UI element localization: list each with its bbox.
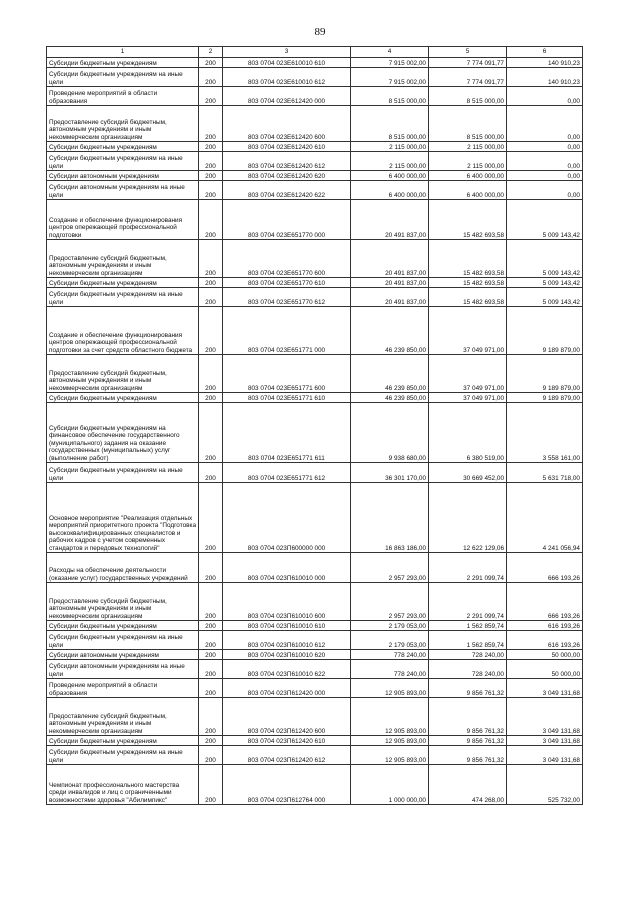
- row-remaining-amount-cell: 0,00: [507, 181, 583, 200]
- table-row: [47, 288, 583, 307]
- row-remaining-amount-cell: 616 193,26: [507, 631, 583, 650]
- row-remaining-amount-cell: 5 009 143,42: [507, 288, 583, 307]
- row-name-cell: Субсидии автономным учреждениям: [47, 650, 199, 660]
- table-row: [47, 240, 583, 278]
- row-executed-amount-cell: 2 291 099,74: [429, 553, 507, 583]
- row-approved-amount-cell: 2 179 053,00: [351, 631, 429, 650]
- table-row: [47, 200, 583, 240]
- row-executed-amount-cell: 15 482 693,58: [429, 240, 507, 278]
- table-row: [47, 393, 583, 403]
- row-remaining-amount-cell: 3 049 131,68: [507, 679, 583, 698]
- row-executed-amount-cell: 12 622 129,06: [429, 483, 507, 553]
- row-name-cell: Субсидии бюджетным учреждениям на иные цели: [47, 288, 199, 307]
- table-row: [47, 171, 583, 181]
- row-budget-code-cell: 803 0704 023E651771 000: [223, 307, 351, 355]
- row-admin-code-cell: 200: [199, 152, 223, 171]
- table-header-row: [47, 47, 583, 58]
- table-row: [47, 58, 583, 68]
- row-budget-code-cell: 803 0704 023E612420 600: [223, 106, 351, 142]
- table-row: [47, 403, 583, 463]
- row-budget-code-cell: 803 0704 023E651770 610: [223, 278, 351, 288]
- row-name-cell: Субсидии бюджетным учреждениям: [47, 142, 199, 152]
- column-header-4: 4: [351, 47, 429, 58]
- row-budget-code-cell: 803 0704 023П610010 612: [223, 631, 351, 650]
- row-budget-code-cell: 803 0704 023E651771 600: [223, 355, 351, 393]
- row-admin-code-cell: 200: [199, 765, 223, 805]
- row-approved-amount-cell: 6 400 000,00: [351, 181, 429, 200]
- row-admin-code-cell: 200: [199, 621, 223, 631]
- row-admin-code-cell: 200: [199, 660, 223, 679]
- row-admin-code-cell: 200: [199, 68, 223, 87]
- row-admin-code-cell: 200: [199, 746, 223, 765]
- row-executed-amount-cell: 6 400 000,00: [429, 181, 507, 200]
- row-approved-amount-cell: 9 938 680,00: [351, 403, 429, 463]
- row-executed-amount-cell: 9 856 761,32: [429, 736, 507, 746]
- row-budget-code-cell: 803 0704 023E651770 600: [223, 240, 351, 278]
- row-name-cell: Субсидии бюджетным учреждениям: [47, 621, 199, 631]
- row-budget-code-cell: 803 0704 023П612420 612: [223, 746, 351, 765]
- row-remaining-amount-cell: 616 193,26: [507, 621, 583, 631]
- row-approved-amount-cell: 12 905 893,00: [351, 746, 429, 765]
- row-admin-code-cell: 200: [199, 278, 223, 288]
- table-row: [47, 68, 583, 87]
- row-executed-amount-cell: 6 380 519,00: [429, 403, 507, 463]
- row-remaining-amount-cell: 3 049 131,68: [507, 698, 583, 736]
- row-name-cell: Субсидии автономным учреждениям: [47, 171, 199, 181]
- row-remaining-amount-cell: 3 049 131,68: [507, 746, 583, 765]
- row-approved-amount-cell: 778 240,00: [351, 650, 429, 660]
- row-approved-amount-cell: 2 179 053,00: [351, 621, 429, 631]
- row-executed-amount-cell: 9 856 761,32: [429, 698, 507, 736]
- column-header-1: 1: [47, 47, 199, 58]
- table-row: [47, 679, 583, 698]
- table-row: [47, 553, 583, 583]
- row-executed-amount-cell: 474 268,00: [429, 765, 507, 805]
- row-name-cell: Субсидии бюджетным учреждениям на иные цели: [47, 631, 199, 650]
- row-executed-amount-cell: 30 669 452,00: [429, 463, 507, 483]
- row-budget-code-cell: 803 0704 023П612420 000: [223, 679, 351, 698]
- row-remaining-amount-cell: 0,00: [507, 152, 583, 171]
- table-row: [47, 631, 583, 650]
- row-remaining-amount-cell: 5 009 143,42: [507, 278, 583, 288]
- row-executed-amount-cell: 2 115 000,00: [429, 142, 507, 152]
- row-budget-code-cell: 803 0704 023E651771 610: [223, 393, 351, 403]
- row-name-cell: Создание и обеспечение функционирования центров опережающей профессиональной подготовки: [47, 200, 199, 240]
- row-name-cell: Предоставление субсидий бюджетным, автономным учреждениям и иным некоммерческим организациям: [47, 106, 199, 142]
- row-approved-amount-cell: 46 239 850,00: [351, 355, 429, 393]
- row-executed-amount-cell: 15 482 693,58: [429, 200, 507, 240]
- row-remaining-amount-cell: 666 193,26: [507, 583, 583, 621]
- table-row: [47, 355, 583, 393]
- row-executed-amount-cell: 2 291 099,74: [429, 583, 507, 621]
- row-budget-code-cell: 803 0704 023П610010 622: [223, 660, 351, 679]
- row-name-cell: Субсидии бюджетным учреждениям на иные цели: [47, 463, 199, 483]
- row-admin-code-cell: 200: [199, 631, 223, 650]
- row-executed-amount-cell: 15 482 693,58: [429, 278, 507, 288]
- row-remaining-amount-cell: 5 009 143,42: [507, 200, 583, 240]
- row-approved-amount-cell: 2 957 293,00: [351, 553, 429, 583]
- row-admin-code-cell: 200: [199, 87, 223, 106]
- row-approved-amount-cell: 8 515 000,00: [351, 87, 429, 106]
- row-approved-amount-cell: 20 491 837,00: [351, 278, 429, 288]
- table-row: [47, 583, 583, 621]
- row-remaining-amount-cell: 4 241 056,94: [507, 483, 583, 553]
- row-admin-code-cell: 200: [199, 679, 223, 698]
- table-row: [47, 181, 583, 200]
- column-header-5: 5: [429, 47, 507, 58]
- row-name-cell: Проведение мероприятий в области образования: [47, 87, 199, 106]
- row-budget-code-cell: 803 0704 023E612420 612: [223, 152, 351, 171]
- row-executed-amount-cell: 15 482 693,58: [429, 288, 507, 307]
- row-budget-code-cell: 803 0704 023E651771 611: [223, 403, 351, 463]
- row-executed-amount-cell: 6 400 000,00: [429, 171, 507, 181]
- row-executed-amount-cell: 9 856 761,32: [429, 746, 507, 765]
- row-executed-amount-cell: 7 774 091,77: [429, 58, 507, 68]
- budget-table: [46, 46, 583, 805]
- row-admin-code-cell: 200: [199, 463, 223, 483]
- row-name-cell: Субсидии автономным учреждениям на иные цели: [47, 181, 199, 200]
- table-row: [47, 765, 583, 805]
- row-remaining-amount-cell: 525 732,00: [507, 765, 583, 805]
- row-name-cell: Проведение мероприятий в области образования: [47, 679, 199, 698]
- row-executed-amount-cell: 2 115 000,00: [429, 152, 507, 171]
- row-admin-code-cell: 200: [199, 181, 223, 200]
- row-admin-code-cell: 200: [199, 171, 223, 181]
- row-budget-code-cell: 803 0704 023E610010 612: [223, 68, 351, 87]
- row-remaining-amount-cell: 0,00: [507, 171, 583, 181]
- row-name-cell: Расходы на обеспечение деятельности (оказание услуг) государственных учреждений: [47, 553, 199, 583]
- row-budget-code-cell: 803 0704 023E612420 622: [223, 181, 351, 200]
- row-admin-code-cell: 200: [199, 288, 223, 307]
- row-approved-amount-cell: 778 240,00: [351, 660, 429, 679]
- row-name-cell: Субсидии бюджетным учреждениям: [47, 736, 199, 746]
- row-budget-code-cell: 803 0704 023П600000 000: [223, 483, 351, 553]
- row-name-cell: Основное мероприятие "Реализация отдельных мероприятий приоритетного проекта "Подготовка высококвалифицированных специалистов и рабочих кадров с учетом современных стандартов и передовых технологий": [47, 483, 199, 553]
- table-row: [47, 142, 583, 152]
- row-remaining-amount-cell: 50 000,00: [507, 650, 583, 660]
- row-approved-amount-cell: 20 491 837,00: [351, 200, 429, 240]
- table-row: [47, 152, 583, 171]
- row-name-cell: Субсидии бюджетным учреждениям на иные цели: [47, 746, 199, 765]
- row-executed-amount-cell: 37 049 971,00: [429, 393, 507, 403]
- column-header-2: 2: [199, 47, 223, 58]
- row-approved-amount-cell: 7 915 002,00: [351, 68, 429, 87]
- row-approved-amount-cell: 12 905 893,00: [351, 679, 429, 698]
- row-executed-amount-cell: 728 240,00: [429, 650, 507, 660]
- row-admin-code-cell: 200: [199, 142, 223, 152]
- column-header-3: 3: [223, 47, 351, 58]
- table-row: [47, 106, 583, 142]
- row-executed-amount-cell: 37 049 971,00: [429, 355, 507, 393]
- row-budget-code-cell: 803 0704 023П610010 620: [223, 650, 351, 660]
- row-approved-amount-cell: 7 915 002,00: [351, 58, 429, 68]
- table-row: [47, 698, 583, 736]
- row-budget-code-cell: 803 0704 023E612420 620: [223, 171, 351, 181]
- row-approved-amount-cell: 20 491 837,00: [351, 240, 429, 278]
- row-executed-amount-cell: 1 562 859,74: [429, 631, 507, 650]
- table-row: [47, 87, 583, 106]
- row-approved-amount-cell: 46 239 850,00: [351, 393, 429, 403]
- row-admin-code-cell: 200: [199, 698, 223, 736]
- row-remaining-amount-cell: 140 910,23: [507, 68, 583, 87]
- row-budget-code-cell: 803 0704 023П612420 610: [223, 736, 351, 746]
- table-row: [47, 650, 583, 660]
- row-approved-amount-cell: 2 957 293,00: [351, 583, 429, 621]
- row-approved-amount-cell: 16 863 186,00: [351, 483, 429, 553]
- row-budget-code-cell: 803 0704 023E651770 000: [223, 200, 351, 240]
- row-budget-code-cell: 803 0704 023E651770 612: [223, 288, 351, 307]
- table-row: [47, 746, 583, 765]
- row-approved-amount-cell: 46 239 850,00: [351, 307, 429, 355]
- row-remaining-amount-cell: 3 558 161,00: [507, 403, 583, 463]
- row-remaining-amount-cell: 9 189 879,00: [507, 355, 583, 393]
- row-remaining-amount-cell: 0,00: [507, 142, 583, 152]
- row-admin-code-cell: 200: [199, 393, 223, 403]
- row-name-cell: Предоставление субсидий бюджетным, автономным учреждениям и иным некоммерческим организациям: [47, 583, 199, 621]
- row-name-cell: Субсидии бюджетным учреждениям: [47, 278, 199, 288]
- row-admin-code-cell: 200: [199, 106, 223, 142]
- row-remaining-amount-cell: 50 000,00: [507, 660, 583, 679]
- row-admin-code-cell: 200: [199, 355, 223, 393]
- row-admin-code-cell: 200: [199, 736, 223, 746]
- row-executed-amount-cell: 1 562 859,74: [429, 621, 507, 631]
- row-admin-code-cell: 200: [199, 583, 223, 621]
- row-remaining-amount-cell: 3 049 131,68: [507, 736, 583, 746]
- row-admin-code-cell: 200: [199, 200, 223, 240]
- row-approved-amount-cell: 8 515 000,00: [351, 106, 429, 142]
- row-admin-code-cell: 200: [199, 553, 223, 583]
- row-name-cell: Предоставление субсидий бюджетным, автономным учреждениям и иным некоммерческим организациям: [47, 240, 199, 278]
- row-approved-amount-cell: 2 115 000,00: [351, 142, 429, 152]
- row-budget-code-cell: 803 0704 023E612420 000: [223, 87, 351, 106]
- row-remaining-amount-cell: 9 189 879,00: [507, 393, 583, 403]
- row-remaining-amount-cell: 9 189 879,00: [507, 307, 583, 355]
- row-executed-amount-cell: 8 515 000,00: [429, 106, 507, 142]
- row-remaining-amount-cell: 5 009 143,42: [507, 240, 583, 278]
- row-budget-code-cell: 803 0704 023П612764 000: [223, 765, 351, 805]
- table-row: [47, 736, 583, 746]
- row-remaining-amount-cell: 5 631 718,00: [507, 463, 583, 483]
- row-approved-amount-cell: 6 400 000,00: [351, 171, 429, 181]
- row-name-cell: Предоставление субсидий бюджетным, автономным учреждениям и иным некоммерческим организациям: [47, 355, 199, 393]
- row-budget-code-cell: 803 0704 023П610010 600: [223, 583, 351, 621]
- row-approved-amount-cell: 1 000 000,00: [351, 765, 429, 805]
- table-row: [47, 621, 583, 631]
- row-executed-amount-cell: 37 049 971,00: [429, 307, 507, 355]
- row-executed-amount-cell: 7 774 091,77: [429, 68, 507, 87]
- page-number: 89: [314, 26, 326, 38]
- row-executed-amount-cell: 8 515 000,00: [429, 87, 507, 106]
- row-budget-code-cell: 803 0704 023E612420 610: [223, 142, 351, 152]
- row-admin-code-cell: 200: [199, 240, 223, 278]
- row-name-cell: Предоставление субсидий бюджетным, автономным учреждениям и иным некоммерческим организациям: [47, 698, 199, 736]
- row-budget-code-cell: 803 0704 023П610010 000: [223, 553, 351, 583]
- table-row: [47, 463, 583, 483]
- row-name-cell: Создание и обеспечение функционирования центров опережающей профессиональной подготовки за счет средств областного бюджета: [47, 307, 199, 355]
- row-name-cell: Субсидии бюджетным учреждениям: [47, 393, 199, 403]
- row-budget-code-cell: 803 0704 023П612420 600: [223, 698, 351, 736]
- row-admin-code-cell: 200: [199, 483, 223, 553]
- row-approved-amount-cell: 12 905 893,00: [351, 736, 429, 746]
- row-admin-code-cell: 200: [199, 58, 223, 68]
- row-name-cell: Чемпионат профессионального мастерства среди инвалидов и лиц с ограниченными возможностями здоровья "Абилимпикс": [47, 765, 199, 805]
- table-row: [47, 278, 583, 288]
- row-admin-code-cell: 200: [199, 650, 223, 660]
- row-approved-amount-cell: 20 491 837,00: [351, 288, 429, 307]
- row-remaining-amount-cell: 666 193,26: [507, 553, 583, 583]
- row-name-cell: Субсидии бюджетным учреждениям на иные цели: [47, 152, 199, 171]
- row-remaining-amount-cell: 0,00: [507, 106, 583, 142]
- column-header-6: 6: [507, 47, 583, 58]
- row-admin-code-cell: 200: [199, 307, 223, 355]
- row-budget-code-cell: 803 0704 023E651771 612: [223, 463, 351, 483]
- row-executed-amount-cell: 9 856 761,32: [429, 679, 507, 698]
- row-approved-amount-cell: 12 905 893,00: [351, 698, 429, 736]
- table-row: [47, 660, 583, 679]
- row-approved-amount-cell: 36 301 170,00: [351, 463, 429, 483]
- row-budget-code-cell: 803 0704 023E610010 610: [223, 58, 351, 68]
- row-name-cell: Субсидии автономным учреждениям на иные цели: [47, 660, 199, 679]
- row-name-cell: Субсидии бюджетным учреждениям на финансовое обеспечение государственного (муниципального) задания на оказание государственных (муниципальных) услуг (выполнение работ): [47, 403, 199, 463]
- row-name-cell: Субсидии бюджетным учреждениям: [47, 58, 199, 68]
- row-remaining-amount-cell: 0,00: [507, 87, 583, 106]
- table-row: [47, 483, 583, 553]
- table-row: [47, 307, 583, 355]
- row-budget-code-cell: 803 0704 023П610010 610: [223, 621, 351, 631]
- row-name-cell: Субсидии бюджетным учреждениям на иные цели: [47, 68, 199, 87]
- row-approved-amount-cell: 2 115 000,00: [351, 152, 429, 171]
- row-executed-amount-cell: 728 240,00: [429, 660, 507, 679]
- table-body: [47, 58, 583, 805]
- row-admin-code-cell: 200: [199, 403, 223, 463]
- row-remaining-amount-cell: 140 910,23: [507, 58, 583, 68]
